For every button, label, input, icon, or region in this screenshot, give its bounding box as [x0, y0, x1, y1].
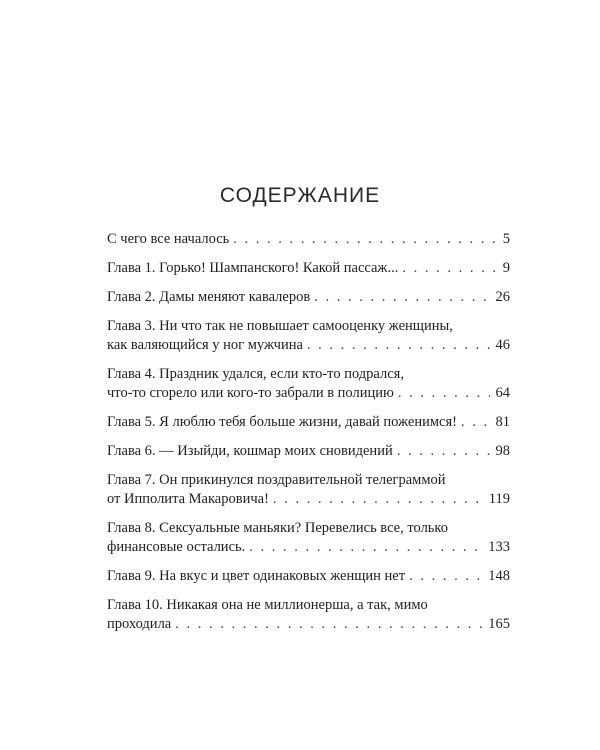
- dot-leader: [409, 567, 482, 586]
- dot-leader: [398, 384, 490, 403]
- toc-entry-last-line: [107, 288, 510, 307]
- toc-entry-title-line: Глава 7. Он прикинулся поздравительной телеграммой: [107, 472, 446, 488]
- toc-entry-page: 133: [488, 539, 510, 555]
- toc-entry: [107, 230, 510, 249]
- toc-entry-page: 148: [488, 568, 510, 584]
- toc-entry-title: Глава 1. Горько! Шампанского! Какой пассаж...: [107, 260, 399, 276]
- toc-entry: [107, 259, 510, 278]
- toc-entry: [107, 365, 510, 403]
- toc-entry: [107, 596, 510, 634]
- toc-entry-page: 26: [495, 289, 510, 305]
- toc-entry-page: 64: [495, 385, 510, 401]
- toc-entry-last-line: [107, 336, 510, 355]
- toc-entry-last-line: [107, 442, 510, 461]
- dot-leader: [402, 259, 496, 278]
- toc-list: [107, 230, 510, 644]
- toc-entry-last-line: [107, 538, 510, 557]
- toc-entry-page: 119: [488, 491, 510, 507]
- toc-entry-page: 81: [495, 414, 510, 430]
- toc-entry-title: проходила: [107, 616, 172, 632]
- toc-entry-title: Глава 9. На вкус и цвет одинаковых женщин нет: [107, 568, 406, 584]
- toc-entry-title: от Ипполита Макаровича!: [107, 491, 269, 507]
- dot-leader: [233, 230, 496, 249]
- toc-entry-title: С чего все началось: [107, 231, 230, 247]
- dot-leader: [273, 490, 483, 509]
- toc-entry-title: что-то сгорело или кого-то забрали в полицию: [107, 385, 394, 401]
- dot-leader: [249, 538, 482, 557]
- toc-entry-page: 46: [495, 337, 510, 353]
- toc-entry-title: Глава 5. Я люблю тебя больше жизни, давай поженимся!: [107, 414, 457, 430]
- toc-entry-page: 9: [502, 260, 510, 276]
- toc-entry: [107, 519, 510, 557]
- toc-entry-title: Глава 2. Дамы меняют кавалеров: [107, 289, 311, 305]
- dot-leader: [314, 288, 489, 307]
- toc-entry-title-line: Глава 8. Сексуальные маньяки? Перевелись все, только: [107, 520, 448, 536]
- toc-entry-page: 165: [488, 616, 510, 632]
- dot-leader: [307, 336, 490, 355]
- dot-leader: [175, 615, 482, 634]
- toc-entry-page: 98: [495, 443, 510, 459]
- toc-entry-last-line: [107, 413, 510, 432]
- toc-entry-title: как валяющийся у ног мужчина: [107, 337, 303, 353]
- toc-entry-last-line: [107, 230, 510, 249]
- toc-entry-last-line: [107, 615, 510, 634]
- toc-entry-title-line: Глава 3. Ни что так не повышает самооценку женщины,: [107, 318, 453, 334]
- toc-entry-page: 5: [502, 231, 510, 247]
- toc-entry-last-line: [107, 567, 510, 586]
- toc-entry-title: финансовые остались.: [107, 539, 246, 555]
- toc-entry: [107, 317, 510, 355]
- toc-entry: [107, 567, 510, 586]
- toc-entry-last-line: [107, 490, 510, 509]
- toc-entry: [107, 413, 510, 432]
- dot-leader: [397, 442, 490, 461]
- dot-leader: [461, 413, 490, 432]
- toc-title: СОДЕРЖАНИЕ: [219, 184, 381, 207]
- toc-entry: [107, 288, 510, 307]
- toc-entry: [107, 471, 510, 509]
- toc-entry: [107, 442, 510, 461]
- toc-entry-title-line: Глава 10. Никакая она не миллионерша, а так, мимо: [107, 597, 428, 613]
- toc-entry-last-line: [107, 384, 510, 403]
- toc-entry-title: Глава 6. — Изыйди, кошмар моих сновидений: [107, 443, 393, 459]
- toc-entry-last-line: [107, 259, 510, 278]
- toc-entry-title-line: Глава 4. Праздник удался, если кто-то подрался,: [107, 366, 404, 382]
